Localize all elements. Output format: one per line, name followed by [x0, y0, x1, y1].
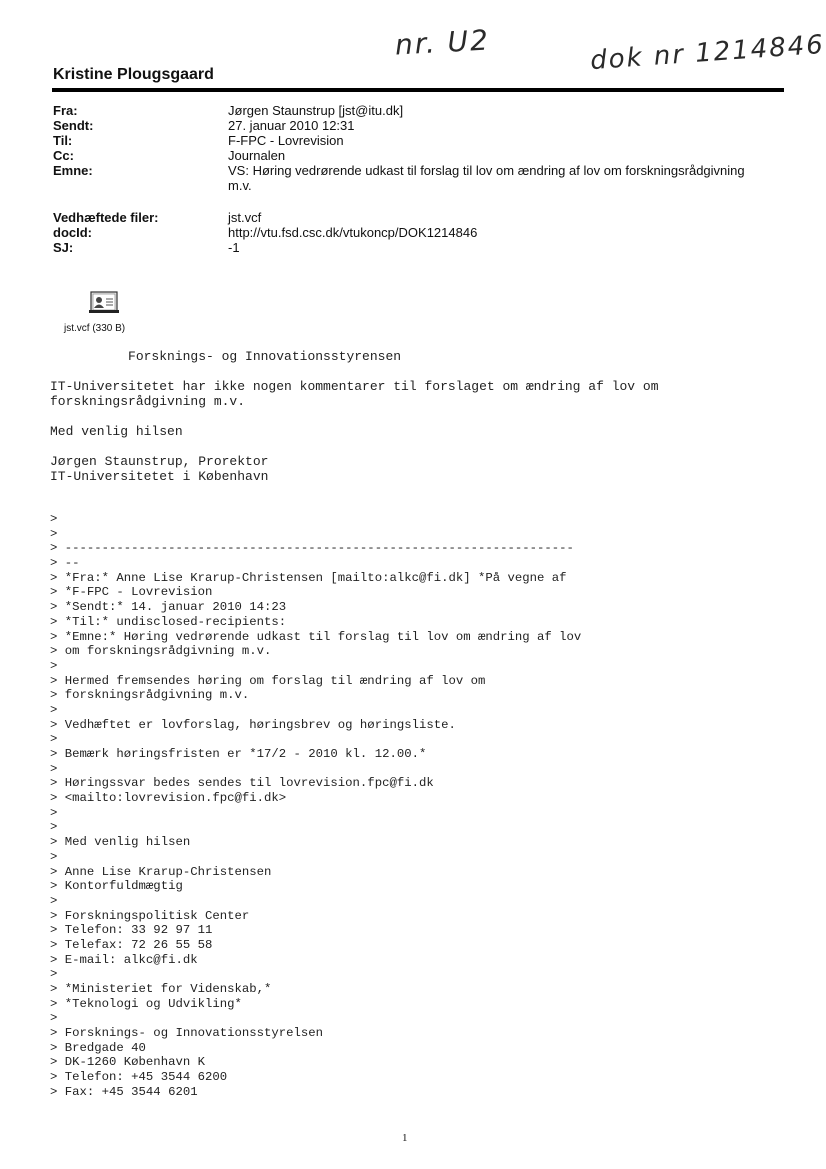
quoted-line: > Telefax: 72 26 55 58 [50, 937, 213, 952]
cc-value: Journalen [228, 148, 286, 163]
header-divider [52, 88, 784, 92]
quoted-line: > Anne Lise Krarup-Christensen [50, 864, 272, 879]
attachments-label: Vedhæftede filer: [53, 210, 159, 225]
quoted-line: > forskningsrådgivning m.v. [50, 688, 250, 703]
quoted-line: > *Sendt:* 14. januar 2010 14:23 [50, 600, 287, 615]
page-number: 1 [402, 1132, 408, 1144]
message-body [50, 349, 659, 484]
handwritten-document-number: dok nr 1214846 [589, 29, 826, 77]
body-line [50, 439, 659, 454]
quoted-line: > Høringssvar bedes sendes til lovrevision.fpc@fi.dk [50, 776, 434, 791]
quoted-line: > *F-FPC - Lovrevision [50, 585, 213, 600]
quoted-line: > Telefon: +45 3544 6200 [50, 1070, 228, 1085]
quoted-line: > E-mail: alkc@fi.dk [50, 952, 198, 967]
quoted-line: > [50, 512, 58, 526]
quoted-line: > *Ministeriet for Videnskab,* [50, 982, 272, 996]
quoted-line: > [50, 849, 58, 864]
sent-label: Sendt: [53, 118, 94, 133]
quoted-line: > Kontorfuldmægtig [50, 879, 183, 894]
handwritten-number: nr. U2 [394, 23, 491, 62]
quoted-line: > [50, 658, 58, 673]
quoted-line: > <mailto:lovrevision.fpc@fi.dk> [50, 791, 287, 806]
quoted-line: > --------------------------------------------------------------------- [50, 541, 574, 556]
quoted-line: > [50, 805, 58, 820]
vcard-icon[interactable] [86, 289, 120, 315]
quoted-line: > [50, 732, 58, 747]
quoted-line: > [50, 761, 58, 776]
docid-label: docId: [53, 225, 92, 240]
quoted-line: > om forskningsrådgivning m.v. [50, 644, 272, 659]
quoted-line: > DK-1260 København K [50, 1055, 205, 1070]
quoted-line: > [50, 967, 58, 982]
attachment-filename[interactable]: jst.vcf (330 B) [64, 323, 126, 334]
from-value: Jørgen Staunstrup [jst@itu.dk] [228, 103, 404, 118]
mailbox-owner-name: Kristine Plougsgaard [53, 66, 214, 83]
body-line: Jørgen Staunstrup, Prorektor [50, 454, 269, 469]
body-line: forskningsrådgivning m.v. [50, 394, 246, 409]
quoted-line: > *Fra:* Anne Lise Krarup-Christensen [mailto:alkc@fi.dk] *På vegne af [50, 570, 567, 585]
body-line [50, 364, 659, 379]
body-line: IT-Universitetet har ikke nogen kommentarer til forslaget om ændring af lov om [50, 379, 659, 394]
docid-value: http://vtu.fsd.csc.dk/vtukoncp/DOK1214846 [228, 225, 478, 240]
body-line [50, 409, 659, 424]
body-line: Med venlig hilsen [50, 424, 183, 439]
body-line: IT-Universitetet i København [50, 469, 269, 484]
quoted-line: > -- [50, 556, 80, 571]
cc-label: Cc: [53, 148, 74, 163]
attachments-value: jst.vcf [228, 210, 262, 225]
quoted-message [50, 512, 581, 1100]
subject-value: VS: Høring vedrørende udkast til forslag til lov om ændring af lov om forskningsrådgivning m.v. [228, 163, 745, 193]
from-label: Fra: [53, 103, 78, 118]
quoted-line: > *Teknologi og Udvikling* [50, 996, 242, 1011]
quoted-line: > Bemærk høringsfristen er *17/2 - 2010 kl. 12.00.* [50, 747, 427, 761]
quoted-line: > Vedhæftet er lovforslag, høringsbrev og høringsliste. [50, 717, 456, 732]
body-line: Forsknings- og Innovationsstyrensen [50, 349, 402, 364]
to-label: Til: [53, 133, 73, 148]
quoted-line: > Med venlig hilsen [50, 835, 191, 850]
sent-value: 27. januar 2010 12:31 [228, 118, 355, 133]
quoted-line: > [50, 893, 58, 908]
quoted-line: > Forskningspolitisk Center [50, 908, 250, 923]
quoted-line: > [50, 702, 58, 717]
quoted-line: > Fax: +45 3544 6201 [50, 1084, 198, 1099]
quoted-line: > *Emne:* Høring vedrørende udkast til forslag til lov om ændring af lov [50, 629, 582, 644]
quoted-line: > [50, 1011, 58, 1026]
to-value: F-FPC - Lovrevision [228, 133, 344, 148]
quoted-line: > Hermed fremsendes høring om forslag til ændring af lov om [50, 673, 486, 688]
subject-label: Emne: [53, 163, 93, 178]
quoted-line: > Forsknings- og Innovationsstyrelsen [50, 1026, 324, 1041]
sj-value: -1 [228, 240, 240, 255]
quoted-line: > *Til:* undisclosed-recipients: [50, 614, 287, 629]
sj-label: SJ: [53, 240, 74, 255]
quoted-line: > Bredgade 40 [50, 1040, 146, 1055]
quoted-line: > [50, 820, 58, 835]
quoted-line: > Telefon: 33 92 97 11 [50, 923, 213, 938]
quoted-line: > [50, 526, 58, 541]
